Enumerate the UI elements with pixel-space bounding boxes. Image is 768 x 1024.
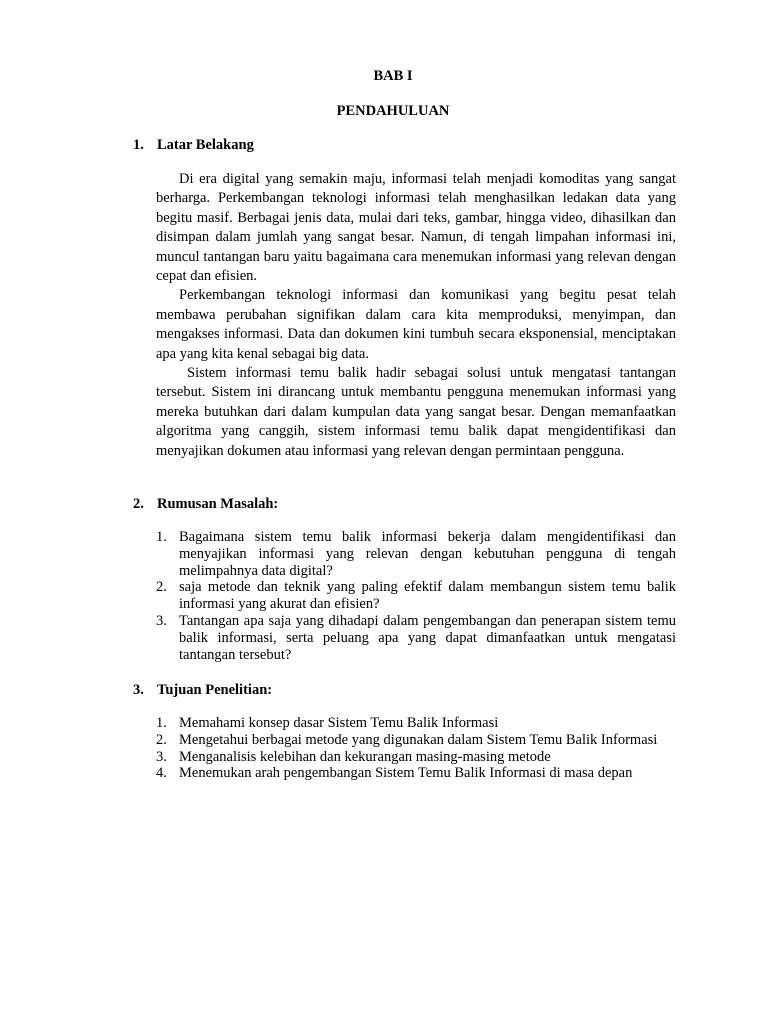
paragraph: Perkembangan teknologi informasi dan komunikasi yang begitu pesat telah membawa perubahan signifikan dalam cara kita memproduksi, menyimpan, dan mengakses informasi. Data dan dokumen kini tumbuh secara eksponensial, menciptakan apa yang kita kenal sebagai big data. [156,287,676,362]
list-item [156,613,676,663]
chapter-number: BAB I [373,68,413,84]
list-item-text: Mengetahui berbagai metode yang digunakan dalam Sistem Temu Balik Informasi [179,731,658,748]
list-item [156,749,676,766]
list-item [156,529,676,579]
list-marker: 3. [156,748,167,765]
paragraph: Sistem informasi temu balik hadir sebagai solusi untuk mengatasi tantangan tersebut. Sistem ini dirancang untuk membantu pengguna menemukan informasi yang mereka butuhkan dari dalam kumpulan data yang sangat besar. Dengan memanfaatkan algoritma yang canggih, sistem informasi temu balik dapat mengidentifikasi dan menyajikan dokumen atau informasi yang relevan dengan permintaan pengguna. [156,365,676,459]
list-item-text: Bagaimana sistem temu balik informasi bekerja dalam mengidentifikasi dan menyajikan informasi yang relevan dengan kebutuhan pengguna di tengah melimpahnya data digital? [179,529,676,579]
list-marker: 4. [156,765,167,782]
chapter-title: PENDAHULUAN [336,103,450,119]
objective-list [156,715,676,782]
section-heading-tujuan-penelitian [133,681,272,700]
section-number: 3. [133,682,144,698]
list-item-text: saja metode dan teknik yang paling efektif dalam membangun sistem temu balik informasi yang akurat dan efisien? [179,579,676,613]
list-item-text: Menemukan arah pengembangan Sistem Temu Balik Informasi di masa depan [179,765,633,782]
list-item [156,732,676,749]
list-marker: 2. [156,731,167,748]
section-number: 1. [133,137,144,153]
list-marker: 1. [156,529,167,545]
list-marker: 2. [156,579,167,596]
list-item-text: Memahami konsep dasar Sistem Temu Balik Informasi [179,715,499,731]
section-heading-rumusan-masalah [133,495,278,514]
problem-list [156,529,676,663]
section-number: 2. [133,496,144,512]
section-title: Rumusan Masalah: [157,496,279,512]
list-item [156,765,676,782]
section-heading-latar-belakang [133,136,254,155]
list-item [156,715,676,732]
section-title: Tujuan Penelitian: [157,682,273,698]
list-item-text: Menganalisis kelebihan dan kekurangan masing-masing metode [179,748,551,765]
list-item-text: Tantangan apa saja yang dihadapi dalam pengembangan dan penerapan sistem temu balik informasi, serta peluang apa yang dapat dimanfaatkan untuk mengatasi tantangan tersebut? [179,612,676,663]
list-marker: 1. [156,715,167,731]
list-item [156,579,676,613]
section-title: Latar Belakang [157,137,254,153]
paragraph: Di era digital yang semakin maju, informasi telah menjadi komoditas yang sangat berharga. Perkembangan teknologi informasi telah menghasilkan ledakan data yang begitu masif. Berbagai jenis data, mulai dari teks, gambar, hingga video, dihasilkan dan disimpan dalam jumlah yang sangat besar. Namun, di tengah limpahan informasi ini, muncul tantangan baru yaitu bagaimana cara menemukan informasi yang relevan dengan cepat dan efisien. [156,171,676,285]
list-marker: 3. [156,612,167,629]
section-body-latar-belakang [156,170,676,461]
